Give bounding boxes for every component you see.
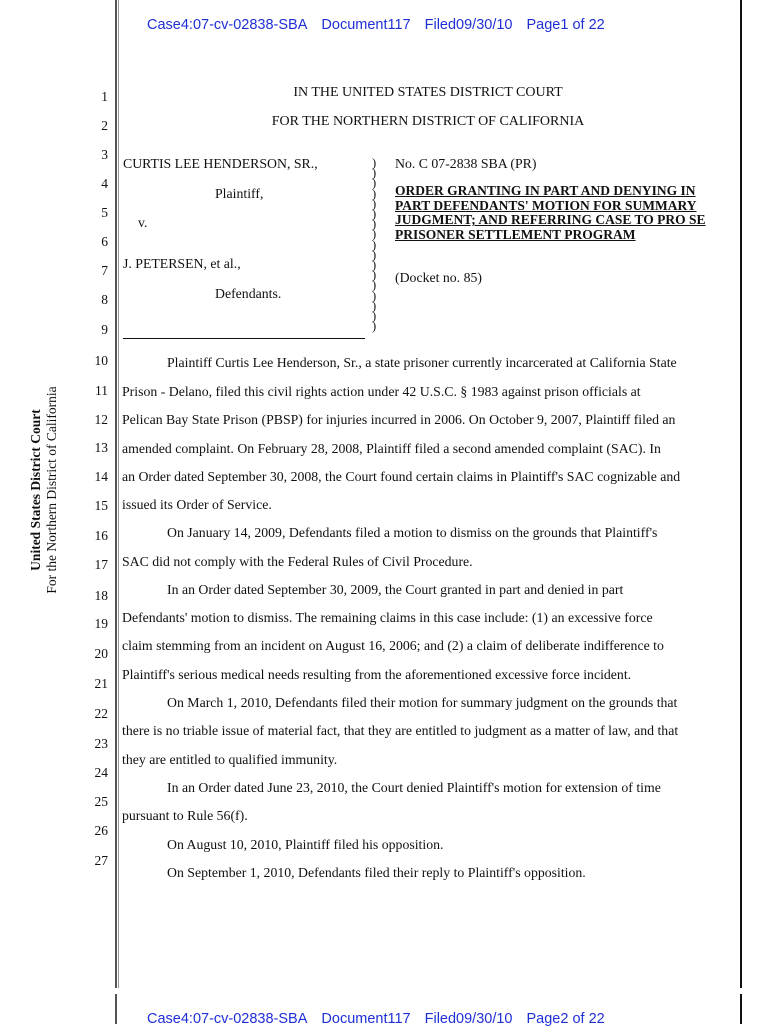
line-number: 15 — [94, 498, 108, 513]
caption-underline — [123, 338, 365, 339]
versus: v. — [138, 215, 148, 230]
case-number-header: Case4:07-cv-02838-SBA — [147, 1011, 308, 1027]
left-margin-rule — [115, 0, 117, 988]
body-line: In an Order dated September 30, 2009, the Court granted in part and denied in part — [167, 582, 624, 597]
page1-header — [147, 17, 619, 33]
body-line: On September 1, 2010, Defendants filed their reply to Plaintiff's opposition. — [167, 865, 586, 880]
court-title-line2: FOR THE NORTHERN DISTRICT OF CALIFORNIA — [271, 114, 585, 129]
line-number: 13 — [94, 440, 108, 455]
body-line: amended complaint. On February 28, 2008, Plaintiff filed a second amended complaint (SAC). In — [122, 441, 661, 456]
document-number-header: Document117 — [321, 17, 411, 33]
court-title-line1: IN THE UNITED STATES DISTRICT COURT — [293, 85, 563, 100]
filed-date-header: Filed09/30/10 — [424, 1011, 513, 1027]
line-number: 18 — [94, 588, 108, 603]
body-line: In an Order dated June 23, 2010, the Court denied Plaintiff's motion for extension of time — [167, 780, 661, 795]
plaintiff-role: Plaintiff, — [215, 186, 264, 201]
sidebar-district: For the Northern District of California — [44, 386, 59, 594]
line-number: 23 — [94, 736, 108, 751]
line-number: 9 — [101, 322, 108, 337]
body-line: Defendants' motion to dismiss. The remaining claims in this case include: (1) an excessive force — [122, 610, 653, 625]
body-line: Plaintiff's serious medical needs resulting from the aforementioned excessive force incident. — [122, 667, 632, 682]
body-line: they are entitled to qualified immunity. — [122, 752, 338, 767]
page-indicator-header: Page2 of 22 — [526, 1011, 605, 1027]
caption-parentheses: ) ) ) ) ) ) ) ) ) ) ) ) ) ) ) ) ) — [372, 156, 377, 334]
body-line: claim stemming from an incident on August 16, 2006; and (2) a claim of deliberate indifference to — [122, 638, 664, 653]
line-number: 22 — [94, 706, 108, 721]
page-indicator-header: Page1 of 22 — [526, 17, 605, 33]
line-number: 25 — [94, 794, 108, 809]
line-number: 27 — [94, 853, 108, 868]
body-line: there is no triable issue of material fact, that they are entitled to judgment as a matter of law, and that — [122, 723, 679, 738]
line-number: 16 — [94, 528, 108, 543]
line-number: 5 — [101, 205, 108, 220]
left-margin-rule-inner — [118, 0, 119, 988]
page2-right-rule — [740, 994, 742, 1024]
line-number: 4 — [101, 176, 108, 191]
defendant-name: J. PETERSEN, et al., — [123, 256, 241, 271]
line-number: 26 — [94, 823, 108, 838]
body-line: Pelican Bay State Prison (PBSP) for injuries incurred in 2006. On October 9, 2007, Plaintiff filed an — [122, 412, 676, 427]
line-number: 21 — [94, 676, 108, 691]
case-number: No. C 07-2838 SBA (PR) — [395, 156, 537, 171]
line-number: 8 — [101, 292, 108, 307]
line-number: 10 — [94, 353, 108, 368]
body-line: pursuant to Rule 56(f). — [122, 808, 248, 823]
body-line: SAC did not comply with the Federal Rules of Civil Procedure. — [122, 554, 473, 569]
line-number: 6 — [101, 234, 108, 249]
body-line: an Order dated September 30, 2008, the Court found certain claims in Plaintiff's SAC cognizable and — [122, 469, 681, 484]
body-line: Plaintiff Curtis Lee Henderson, Sr., a state prisoner currently incarcerated at California State — [167, 355, 677, 370]
line-number: 19 — [94, 616, 108, 631]
line-number: 2 — [101, 118, 108, 133]
plaintiff-name: CURTIS LEE HENDERSON, SR., — [123, 156, 318, 171]
case-number-header: Case4:07-cv-02838-SBA — [147, 17, 308, 33]
line-number: 3 — [101, 147, 108, 162]
line-number: 14 — [94, 469, 108, 484]
right-margin-rule — [740, 0, 742, 988]
line-number: 24 — [94, 765, 108, 780]
order-title: ORDER GRANTING IN PART AND DENYING IN PART DEFENDANTS' MOTION FOR SUMMARY JUDGMENT; AND REFERRING CASE TO PRO SE PRISONER SETTLEMENT PROGRAM — [395, 183, 706, 242]
body-line: Prison - Delano, filed this civil rights action under 42 U.S.C. § 1983 against prison officials at — [122, 384, 641, 399]
docket-reference: (Docket no. 85) — [395, 270, 482, 285]
filed-date-header: Filed09/30/10 — [424, 17, 513, 33]
line-number: 11 — [95, 383, 108, 398]
sidebar-court-name: United States District Court — [28, 409, 43, 571]
page2-header — [147, 1011, 619, 1027]
defendant-role: Defendants. — [215, 286, 282, 301]
line-number: 17 — [94, 557, 108, 572]
line-number: 12 — [94, 412, 108, 427]
body-line: On August 10, 2010, Plaintiff filed his opposition. — [167, 837, 444, 852]
body-line: On January 14, 2009, Defendants filed a motion to dismiss on the grounds that Plaintiff's — [167, 525, 658, 540]
line-number: 7 — [101, 263, 108, 278]
line-number: 20 — [94, 646, 108, 661]
page2-left-rule — [115, 994, 117, 1024]
body-line: issued its Order of Service. — [122, 497, 272, 512]
body-line: On March 1, 2010, Defendants filed their motion for summary judgment on the grounds that — [167, 695, 678, 710]
line-number: 1 — [101, 89, 108, 104]
document-number-header: Document117 — [321, 1011, 411, 1027]
